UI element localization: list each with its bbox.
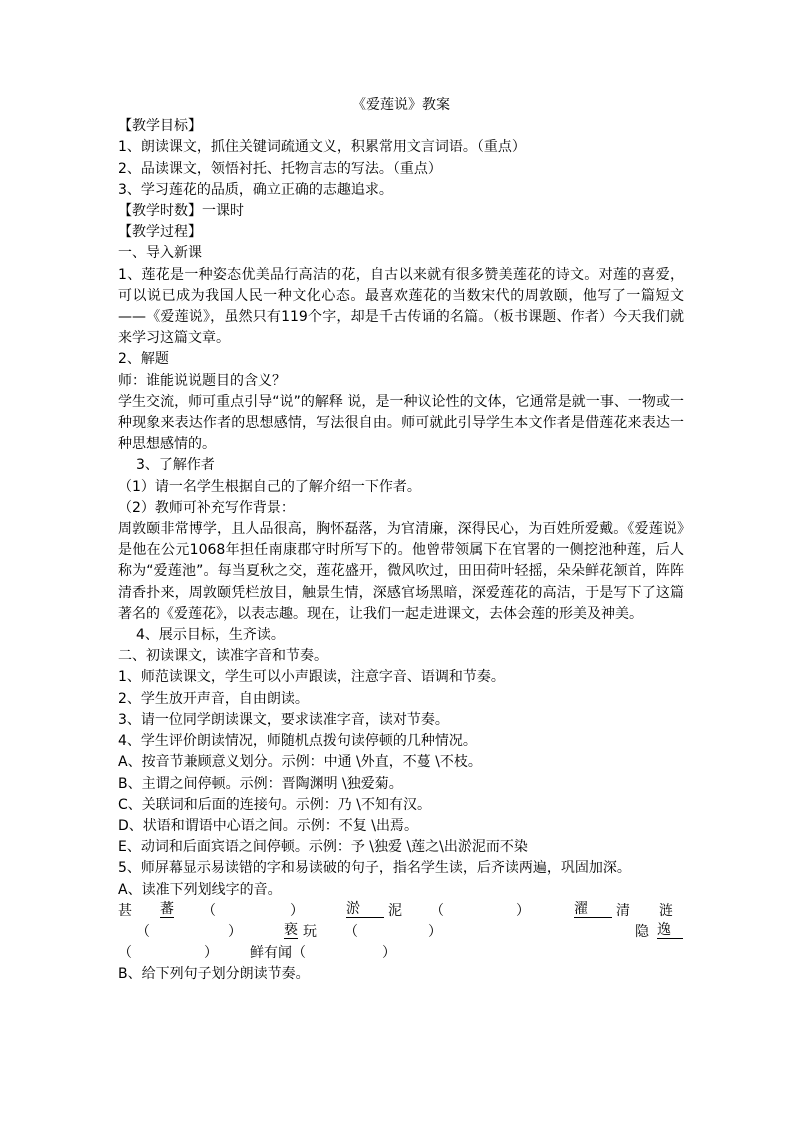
section-2-item: 3、请一位同学朗读课文，要求读准字音，读对节奏。 — [118, 711, 449, 728]
intro-paragraph: 1、莲花是一种姿态优美品行高洁的花，自古以来就有很多赞美莲花的诗文。对莲的喜爱，可以说已成为我国人民一种文化心态。最喜欢莲花的当数宋代的周敦颐，他写了一篇短文——《爱莲说》，虽然只有119个字，却是千古传诵的名篇。（板书课题、作者）今天我们就来学习这篇文章。 — [118, 266, 684, 347]
underlined-char: 濯 — [574, 901, 612, 918]
word-char: 清 — [616, 902, 630, 919]
section-2-title: 二、初读课文，读准字音和节奏。 — [118, 648, 328, 665]
blank-close: ） — [516, 902, 530, 919]
exercise-b-title: B、给下列句子划分朗读节奏。 — [118, 966, 310, 983]
exercise-a-title: A、读准下列划线字的音。 — [118, 881, 282, 898]
underlined-char: 淤 — [346, 901, 384, 918]
document-title: 《爱莲说》教案 — [352, 97, 450, 113]
underlined-char: 逸 — [657, 922, 683, 939]
pronunciation-row — [118, 901, 684, 922]
goal-item: 2、品读课文，领悟衬托、托物言志的写法。（重点） — [118, 160, 442, 177]
blank-close: ） — [382, 945, 396, 962]
blank-open: （ — [344, 923, 358, 940]
teacher-question: 师：谁能说说题目的含义？ — [118, 372, 286, 389]
goal-item: 1、朗读课文，抓住关键词疏通文义，积累常用文言词语。（重点） — [118, 139, 526, 156]
teaching-hours: 【教学时数】一课时 — [118, 203, 244, 220]
step-subitem: （1）请一名学生根据自己的了解介绍一下作者。 — [118, 478, 421, 495]
document-body — [118, 95, 684, 985]
blank-close: ） — [204, 945, 218, 962]
section-2-item: 2、学生放开声音，自由朗读。 — [118, 690, 309, 707]
section-2-item: 5、师屏幕显示易读错的字和易读破的句子，指名学生读，后齐读两遍，巩固加深。 — [118, 860, 631, 877]
pause-rule: E、动词和后面宾语之间停顿。示例：予 \独爱 \莲之\出淤泥而不染 — [118, 839, 528, 856]
step-title: 2、解题 — [118, 351, 169, 368]
underlined-char: 蕃 — [160, 900, 174, 917]
heading-goals: 【教学目标】 — [118, 118, 202, 135]
blank-close: ） — [290, 902, 304, 919]
blank-open: （ — [118, 945, 132, 962]
pause-rule: D、状语和谓语中心语之间。示例：不复 \出焉。 — [118, 817, 418, 834]
step-subitem: （2）教师可补充写作背景： — [118, 499, 295, 516]
pronunciation-row — [118, 922, 684, 943]
goal-item: 3、学习莲花的品质，确立正确的志趣追求。 — [118, 181, 393, 198]
pause-rule: B、主谓之间停顿。示例：晋陶渊明 \独爱菊。 — [118, 775, 403, 792]
word-char: 甚 — [118, 902, 132, 919]
explanation-paragraph: 学生交流，师可重点引导“说”的解释 说，是一种议论性的文体，它通常是就一事、一物或一种现象来表达作者的思想感情，写法很自由。师可就此引导学生本文作者是借莲花来表达一种思想感情的。 — [118, 393, 684, 453]
pronunciation-row — [118, 943, 684, 964]
section-2-item: 1、师范读课文，学生可以小声跟读，注意字音、语调和节奏。 — [118, 669, 505, 686]
step-title: 3、了解作者 — [136, 457, 215, 474]
underlined-char: 亵 — [284, 921, 298, 938]
heading-process: 【教学过程】 — [118, 224, 202, 241]
blank-open: （ — [136, 923, 150, 940]
pause-rule: A、按音节兼顾意义划分。示例：中通 \外直，不蔓 \不枝。 — [118, 754, 482, 771]
step-title: 4、展示目标，生齐读。 — [136, 627, 285, 644]
blank-open: （ — [430, 902, 444, 919]
word-text: 鲜有闻（ — [250, 945, 306, 962]
word-char: 玩 — [303, 923, 317, 940]
blank-close: ） — [428, 923, 442, 940]
section-2-item: 4、学生评价朗读情况，师随机点拨句读停顿的几种情况。 — [118, 733, 477, 750]
word-char: 隐 — [635, 923, 649, 940]
pause-rule: C、关联词和后面的连接句。示例：乃 \不知有汉。 — [118, 796, 431, 813]
section-1-title: 一、导入新课 — [118, 245, 202, 262]
word-char: 涟 — [659, 902, 673, 919]
blank-open: （ — [202, 902, 216, 919]
blank-close: ） — [228, 923, 242, 940]
background-paragraph: 周敦颐非常博学，且人品很高，胸怀磊落，为官清廉，深得民心，为百姓所爱戴。《爱莲说》是他在公元1068年担任南康郡守时所写下的。他曾带领属下在官署的一侧挖池种莲，后人称为“爱莲池”。每当夏秋之交，莲花盛开，微风吹过，田田荷叶轻摇，朵朵鲜花颔首，阵阵清香扑来，周敦颐凭栏放目，触景生情，深感官场黑暗，深爱莲花的高洁，于是写下了这篇著名的《爱莲花》，以表志趣。现在，让我们一起走进课文，去体会莲的形美及神美。 — [118, 521, 684, 622]
word-char: 泥 — [388, 902, 402, 919]
